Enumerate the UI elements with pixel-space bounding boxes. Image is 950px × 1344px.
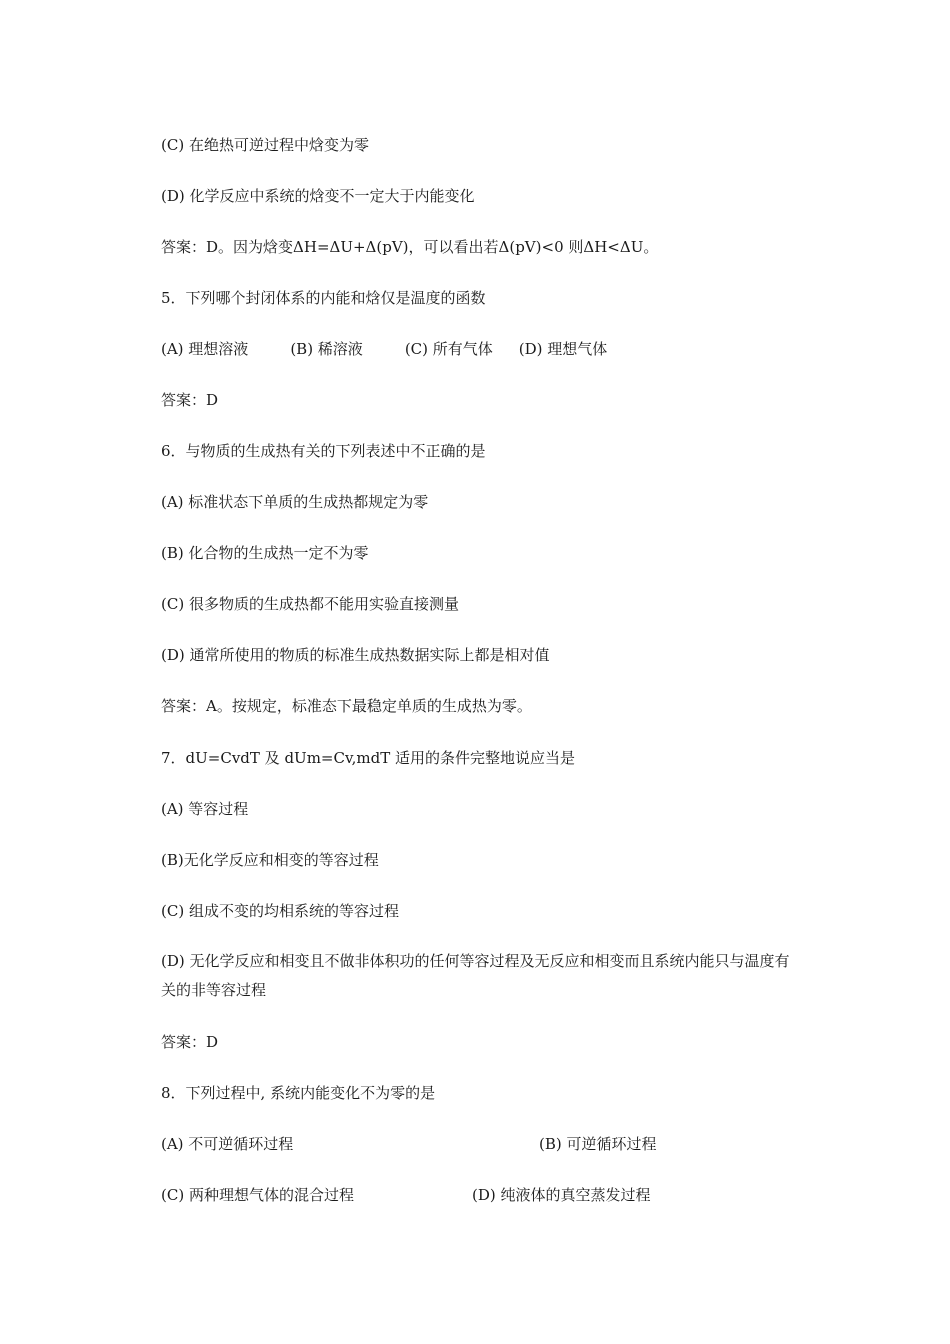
q7-option-c: (C) 组成不变的均相系统的等容过程 <box>161 902 399 920</box>
q4-option-d: (D) 化学反应中系统的焓变不一定大于内能变化 <box>161 187 475 205</box>
q8-option-d: (D) 纯液体的真空蒸发过程 <box>472 1186 651 1204</box>
q5-option-a: (A) 理想溶液 <box>161 340 249 358</box>
q5-option-d: (D) 理想气体 <box>518 340 608 358</box>
q7-answer: 答案：D <box>161 1033 219 1051</box>
q5-option-c: (C) 所有气体 <box>404 340 493 358</box>
q7-option-a: (A) 等容过程 <box>161 800 249 818</box>
q6-option-b: (B) 化合物的生成热一定不为零 <box>161 544 369 562</box>
q6-option-a: (A) 标准状态下单质的生成热都规定为零 <box>161 493 429 511</box>
q6-question: 6．与物质的生成热有关的下列表述中不正确的是 <box>161 442 486 460</box>
q7-question: 7．dU=CvdT 及 dUm=Cv,mdT 适用的条件完整地说应当是 <box>161 749 576 767</box>
q7-option-b: (B)无化学反应和相变的等容过程 <box>161 851 379 869</box>
q5-answer: 答案：D <box>161 391 219 409</box>
q5-question: 5．下列哪个封闭体系的内能和焓仅是温度的函数 <box>161 289 486 307</box>
q6-option-d: (D) 通常所使用的物质的标准生成热数据实际上都是相对值 <box>161 646 550 664</box>
q8-question: 8．下列过程中, 系统内能变化不为零的是 <box>161 1084 436 1102</box>
q5-option-b: (B) 稀溶液 <box>290 340 363 358</box>
q4-option-c: (C) 在绝热可逆过程中焓变为零 <box>161 136 369 154</box>
q8-option-c: (C) 两种理想气体的混合过程 <box>161 1186 354 1204</box>
q7-option-d: (D) 无化学反应和相变且不做非体积功的任何等容过程及无反应和相变而且系统内能只与温度有关的非等容过程 <box>161 952 790 999</box>
q6-answer: 答案：A。按规定，标准态下最稳定单质的生成热为零。 <box>161 697 532 715</box>
q6-option-c: (C) 很多物质的生成热都不能用实验直接测量 <box>161 595 459 613</box>
q4-answer: 答案：D。因为焓变ΔH=ΔU+Δ(pV)，可以看出若Δ(pV)<0 则ΔH<ΔU。 <box>161 238 659 256</box>
q5-options <box>161 339 607 359</box>
q8-option-a: (A) 不可逆循环过程 <box>161 1135 294 1153</box>
q8-option-b: (B) 可逆循环过程 <box>539 1135 657 1153</box>
